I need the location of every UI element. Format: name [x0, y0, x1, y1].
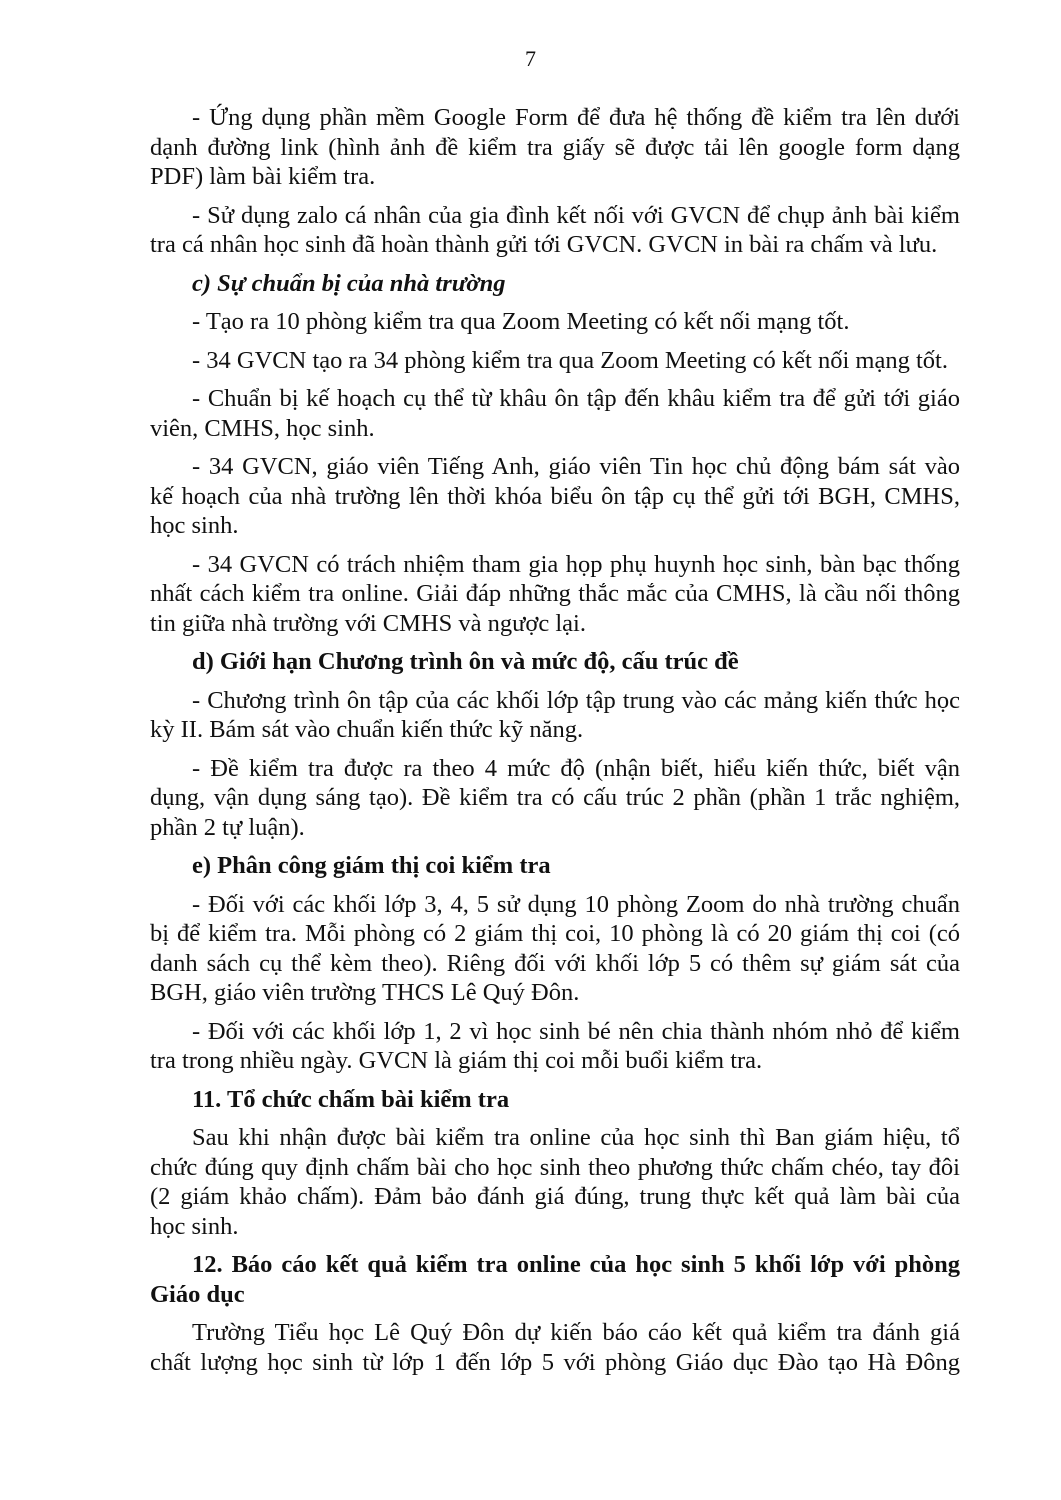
text-line: 12. Báo cáo kết quả kiểm tra online của học sinh 5 khối lớp với phòng — [192, 1251, 960, 1278]
paragraph — [150, 1017, 960, 1076]
text-line: dụng, vận dụng sáng tạo). Đề kiểm tra có cấu trúc 2 phần (phần 1 trắc nghiệm, — [150, 784, 960, 811]
text-line: - Đối với các khối lớp 3, 4, 5 sử dụng 10 phòng Zoom do nhà trường chuẩn — [192, 890, 960, 918]
text-line: - Đối với các khối lớp 1, 2 vì học sinh bé nên chia thành nhóm nhỏ để kiểm — [192, 1017, 960, 1045]
text-line: phần 2 tự luận). — [150, 813, 305, 841]
text-line: kỳ II. Bám sát vào chuẩn kiến thức kỹ năng. — [150, 716, 584, 743]
paragraph — [150, 550, 960, 639]
section-heading: e) Phân công giám thị coi kiểm tra — [192, 852, 551, 879]
section-heading — [150, 1250, 960, 1309]
paragraph — [150, 1123, 960, 1241]
section-heading: d) Giới hạn Chương trình ôn và mức độ, cấu trúc đề — [192, 648, 739, 675]
text-line: Sau khi nhận được bài kiểm tra online của học sinh thì Ban giám hiệu, tổ — [192, 1124, 960, 1151]
text-line: chức đúng quy định chấm bài cho học sinh theo phương thức chấm chéo, tay đôi — [150, 1153, 960, 1181]
section-heading: 11. Tổ chức chấm bài kiểm tra — [192, 1085, 510, 1113]
text-line: học sinh. — [150, 1212, 239, 1240]
paragraph — [150, 452, 960, 541]
text-line: BGH, giáo viên trường THCS Lê Quý Đôn. — [150, 979, 580, 1006]
paragraph — [150, 686, 960, 745]
text-line: - 34 GVCN có trách nhiệm tham gia họp phụ huynh học sinh, bàn bạc thống — [192, 550, 960, 578]
text-line: PDF) làm bài kiểm tra. — [150, 163, 376, 190]
text-line: dạnh đường link (hình ảnh đề kiểm tra giấy sẽ được tải lên google form dạng — [150, 133, 960, 161]
text-line: - 34 GVCN, giáo viên Tiếng Anh, giáo viên Tin học chủ động bám sát vào — [192, 453, 960, 480]
text-line: viên, CMHS, học sinh. — [150, 414, 375, 442]
paragraph — [150, 754, 960, 843]
text-line: tin giữa nhà trường với CMHS và ngược lại. — [150, 609, 586, 637]
paragraph — [150, 1318, 960, 1377]
text-line: Giáo dục — [150, 1280, 245, 1308]
text-line: nhất cách kiểm tra online. Giải đáp những thắc mắc của CMHS, là cầu nối thông — [150, 580, 960, 607]
text-line: tra trong nhiều ngày. GVCN là giám thị coi mỗi buổi kiểm tra. — [150, 1047, 763, 1074]
text-line: tra cá nhân học sinh đã hoàn thành gửi tới GVCN. GVCN in bài ra chấm và lưu. — [150, 231, 938, 258]
paragraph — [150, 890, 960, 1008]
text-line: - Tạo ra 10 phòng kiểm tra qua Zoom Meeting có kết nối mạng tốt. — [192, 308, 850, 335]
page-number: 7 — [525, 46, 536, 71]
text-line: bị để kiểm tra. Mỗi phòng có 2 giám thị coi, 10 phòng là có 20 giám thị coi (có — [150, 920, 960, 947]
text-line: - 34 GVCN tạo ra 34 phòng kiểm tra qua Zoom Meeting có kết nối mạng tốt. — [192, 346, 948, 374]
text-line: - Chương trình ôn tập của các khối lớp tập trung vào các mảng kiến thức học — [192, 686, 960, 714]
text-line: - Chuẩn bị kế hoạch cụ thể từ khâu ôn tập đến khâu kiểm tra để gửi tới giáo — [192, 385, 960, 412]
paragraph — [150, 384, 960, 443]
text-line: chất lượng học sinh từ lớp 1 đến lớp 5 với phòng Giáo dục Đào tạo Hà Đông — [150, 1348, 960, 1376]
text-line: - Đề kiểm tra được ra theo 4 mức độ (nhận biết, hiểu kiến thức, biết vận — [192, 754, 960, 782]
text-line: danh sách cụ thể kèm theo). Riêng đối với khối lớp 5 có thêm sự giám sát của — [150, 949, 960, 977]
paragraph — [150, 201, 960, 260]
text-line: Trường Tiểu học Lê Quý Đôn dự kiến báo cáo kết quả kiểm tra đánh giá — [192, 1319, 960, 1346]
section-heading: c) Sự chuẩn bị của nhà trường — [192, 269, 506, 297]
text-line: - Ứng dụng phần mềm Google Form để đưa hệ thống đề kiểm tra lên dưới — [192, 104, 960, 131]
text-line: kế hoạch của nhà trường lên thời khóa biểu ôn tập cụ thể gửi tới BGH, CMHS, — [150, 482, 960, 510]
document-body — [150, 103, 960, 1386]
paragraph — [150, 307, 960, 337]
text-line: (2 giám khảo chấm). Đảm bảo đánh giá đúng, trung thực kết quả làm bài của — [150, 1183, 960, 1210]
text-line: - Sử dụng zalo cá nhân của gia đình kết nối với GVCN để chụp ảnh bài kiểm — [192, 201, 960, 229]
paragraph — [150, 103, 960, 192]
paragraph — [150, 346, 960, 376]
text-line: học sinh. — [150, 512, 239, 539]
